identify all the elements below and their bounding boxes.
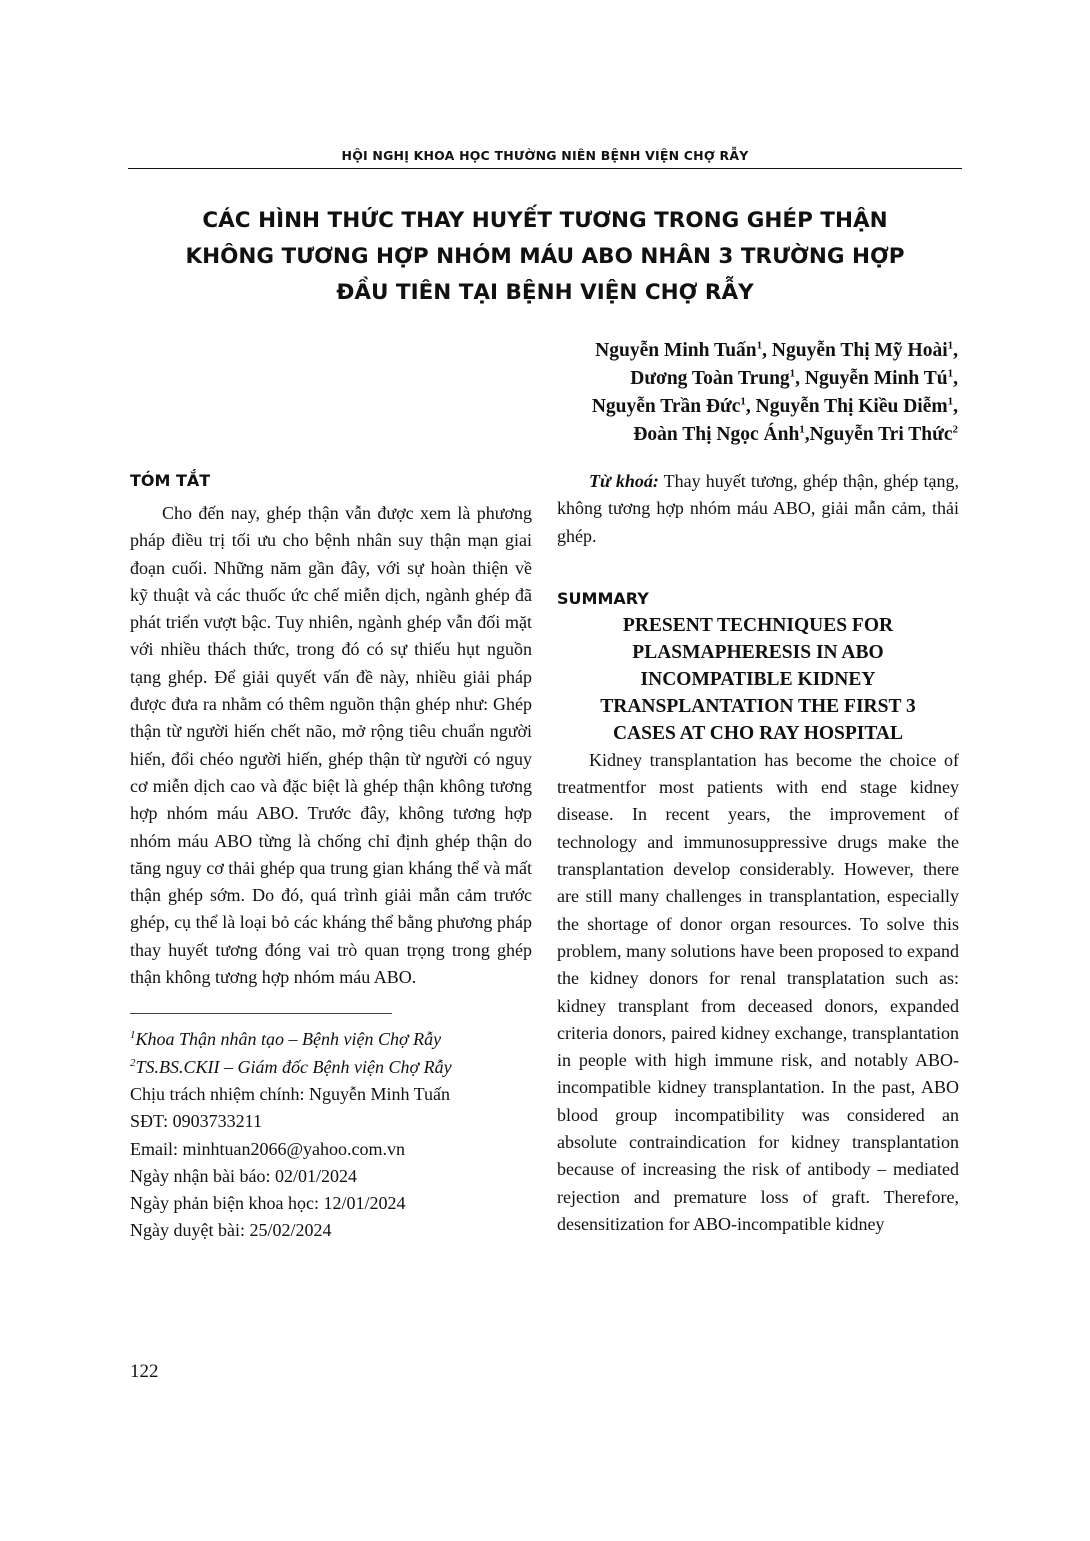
page-number: 122	[130, 1361, 159, 1382]
text-line: nhiều thách thức, trong đó có sự thiếu hụt nguồn	[160, 639, 533, 660]
author-name: Nguyễn Thị Kiều Diễm	[755, 396, 948, 417]
english-title-line: INCOMPATIBLE KIDNEY	[640, 668, 876, 690]
running-header: HỘI NGHỊ KHOA HỌC THƯỜNG NIÊN BỆNH VIỆN CHỢ RẪY	[341, 148, 749, 163]
affiliation-mark: 1	[789, 367, 796, 380]
footnote-affiliation-1	[130, 1026, 532, 1053]
affiliation-mark: 2	[952, 423, 958, 436]
text-line: phương pháp điều trị tối ưu cho bệnh nhân	[130, 503, 533, 551]
text-line: đây, với sự hoàn thiện về kỹ thuật và các thuốc	[130, 557, 533, 605]
keywords-label: Từ khoá:	[589, 471, 659, 491]
date-accepted: Ngày duyệt bài: 25/02/2024	[130, 1220, 332, 1241]
abstract-heading: TÓM TẮT	[130, 471, 211, 490]
text-line: tạng ghép. Để giải quyết vấn đề này, nhiều giải	[130, 666, 491, 687]
text-line: with high immune risk, and notably ABO-	[634, 1050, 960, 1071]
text-line: choice of treatmentfor most patients with end	[557, 749, 959, 798]
left-column	[130, 470, 532, 1245]
author-name: Nguyễn Minh Tuấn	[595, 340, 757, 361]
corresponding-author: Chịu trách nhiệm chính: Nguyễn Minh Tuấn	[130, 1083, 450, 1104]
text-line: ức chế miễn dịch, ngành ghép đã phát triển vượt	[130, 584, 532, 633]
text-line: nguy cơ thải ghép qua trung gian kháng thể và	[165, 857, 501, 878]
author-line: Nguyễn Minh Tuấn$^1$, Nguyễn Thị Mỹ Hoài$^1$,	[595, 339, 958, 361]
text-line: quan trọng trong ghép thận không tương hợp	[130, 939, 533, 988]
article-title	[128, 203, 962, 311]
text-line: bậc. Tuy nhiên, ngành ghép vẫn đối mặt với	[130, 612, 532, 660]
text-line: pháp được đưa ra nhằm có thêm nguồn thận ghép	[130, 666, 533, 715]
text-line: transplatation such as: kidney transplant from	[557, 968, 960, 1016]
text-line: Cho đến nay, ghép thận vẫn được xem là	[162, 503, 471, 523]
text-line: ABO blood group incompatibility was	[557, 1077, 959, 1125]
text-line: suy thận mạn giai đoạn cuối. Những năm gần	[130, 530, 532, 578]
text-line: improvement of technology and	[557, 804, 960, 852]
text-line: ABO từng là chống chỉ định ghép thận do tăng	[130, 830, 533, 878]
affiliation-mark: 1	[947, 339, 954, 352]
footnote-text: TS.BS.CKII – Giám đốc Bệnh viện Chợ Rẫy	[135, 1056, 452, 1077]
english-title	[557, 612, 959, 747]
keywords	[557, 468, 959, 550]
footnote-affiliation-2	[130, 1054, 532, 1081]
text-line: biệt là ghép thận không tương hợp nhóm máu	[130, 775, 533, 824]
date-received: Ngày nhận bài báo: 02/01/2024	[130, 1165, 357, 1186]
text-line: tiêu chuẩn người hiến, đổi chéo người hiến, ghép	[130, 721, 532, 769]
summary-text	[557, 747, 959, 1238]
text-line: stage kidney disease. In recent years, the	[557, 777, 960, 825]
text-line: immunosuppressive drugs make the	[683, 831, 959, 852]
text-line: Kidney transplantation has become the	[589, 749, 882, 770]
text-line: deceased donors, expanded criteria donors,	[557, 995, 959, 1043]
text-line: considered an absolute contraindication for	[557, 1104, 959, 1153]
text-line: mất thận ghép sớm. Do đó, quá trình giải mẫn	[130, 857, 533, 906]
author-line: Nguyễn Trần Đức$^1$, Nguyễn Thị Kiều Diễm$^1$,	[591, 395, 958, 417]
title-line: ĐẦU TIÊN TẠI BỆNH VIỆN CHỢ RẪY	[336, 280, 754, 305]
english-title-line: PRESENT TECHNIQUES FOR	[622, 614, 894, 636]
affiliation-mark: 1	[947, 367, 954, 380]
affiliation-mark: 2	[130, 1056, 136, 1069]
footnotes	[130, 1026, 532, 1244]
text-line: proposed to expand the kidney donors for renal	[557, 940, 959, 989]
footnote-rule	[130, 1013, 392, 1014]
affiliation-mark: 1	[799, 423, 805, 436]
author-name: Đoàn Thị Ngọc Ánh	[633, 424, 800, 445]
text-line: premature loss of graft. Therefore,	[673, 1186, 960, 1207]
author-name: Nguyễn Trần Đức	[591, 396, 741, 417]
author-name: Nguyễn Tri Thức	[809, 424, 953, 445]
text-line: incompatible kidney transplantation. In the past,	[557, 1077, 916, 1098]
email: Email: minhtuan2066@yahoo.com.vn	[130, 1138, 406, 1159]
header-rule	[128, 168, 962, 169]
text-line: thận từ người có nguy cơ miễn dịch cao và đặc	[130, 748, 532, 796]
text-line: desensitization for ABO-incompatible kidney	[557, 1213, 885, 1234]
text-line: To solve this problem, many solutions have been	[557, 913, 959, 961]
author-name: Nguyễn Minh Tú	[804, 368, 948, 389]
english-title-line: TRANSPLANTATION THE FIRST 3	[600, 695, 916, 717]
text-line: kidney transplantation because of increasing the	[557, 1132, 960, 1180]
text-line: ABO. Trước đây, không tương hợp nhóm máu	[130, 803, 532, 851]
author-name: Dương Toàn Trung	[630, 368, 790, 389]
author-list	[592, 337, 958, 449]
text-line: transplantation develop considerably. However,	[557, 859, 914, 880]
text-line: như: Ghép thận từ người hiến chết não, mở rộng	[130, 694, 533, 742]
text-line: paired kidney exchange, transplantation in people	[557, 1022, 959, 1071]
text-line: especially the shortage of donor organ resources.	[557, 886, 959, 934]
abstract-text	[130, 500, 532, 991]
affiliation-mark: 1	[130, 1029, 136, 1042]
summary-heading: SUMMARY	[557, 588, 649, 608]
english-title-line: CASES AT CHO RAY HOSPITAL	[612, 722, 904, 744]
right-column	[557, 470, 959, 1238]
text-line: risk of antibody – mediated rejection and	[557, 1159, 959, 1207]
english-title-line: PLASMAPHERESIS IN ABO	[632, 641, 884, 663]
title-line: KHÔNG TƯƠNG HỢP NHÓM MÁU ABO NHÂN 3 TRƯỜNG HỢP	[185, 244, 905, 269]
author-line: Đoàn Thị Ngọc Ánh$^1$,Nguyễn Tri Thức$^2$	[633, 423, 958, 445]
text-line: there are still many challenges in transplantation,	[557, 859, 959, 907]
footnote-text: Khoa Thận nhân tạo – Bệnh viện Chợ Rẫy	[135, 1029, 442, 1050]
phone: SĐT: 0903733211	[130, 1111, 262, 1132]
author-line: Dương Toàn Trung$^1$, Nguyễn Minh $Tú^1$,	[630, 367, 958, 389]
text-line: cảm trước ghép, cụ thể là loại bỏ các kháng thể	[130, 885, 532, 933]
affiliation-mark: 1	[740, 395, 746, 408]
text-line: nhóm máu ABO.	[293, 967, 417, 988]
author-name: Nguyễn Thị Mỹ Hoài	[771, 340, 948, 361]
affiliation-mark: 1	[947, 395, 954, 408]
affiliation-mark: 1	[756, 339, 763, 352]
text-line: bằng phương pháp thay huyết tương đóng vai trò	[130, 912, 532, 960]
title-line: CÁC HÌNH THỨC THAY HUYẾT TƯƠNG TRONG GHÉP THẬN	[202, 208, 888, 233]
date-reviewed: Ngày phản biện khoa học: 12/01/2024	[130, 1193, 406, 1214]
keywords-text: Thay huyết tương, ghép thận, ghép tạng, không tương hợp nhóm máu ABO, giải mẫn cảm, thải ghép.	[557, 471, 959, 546]
